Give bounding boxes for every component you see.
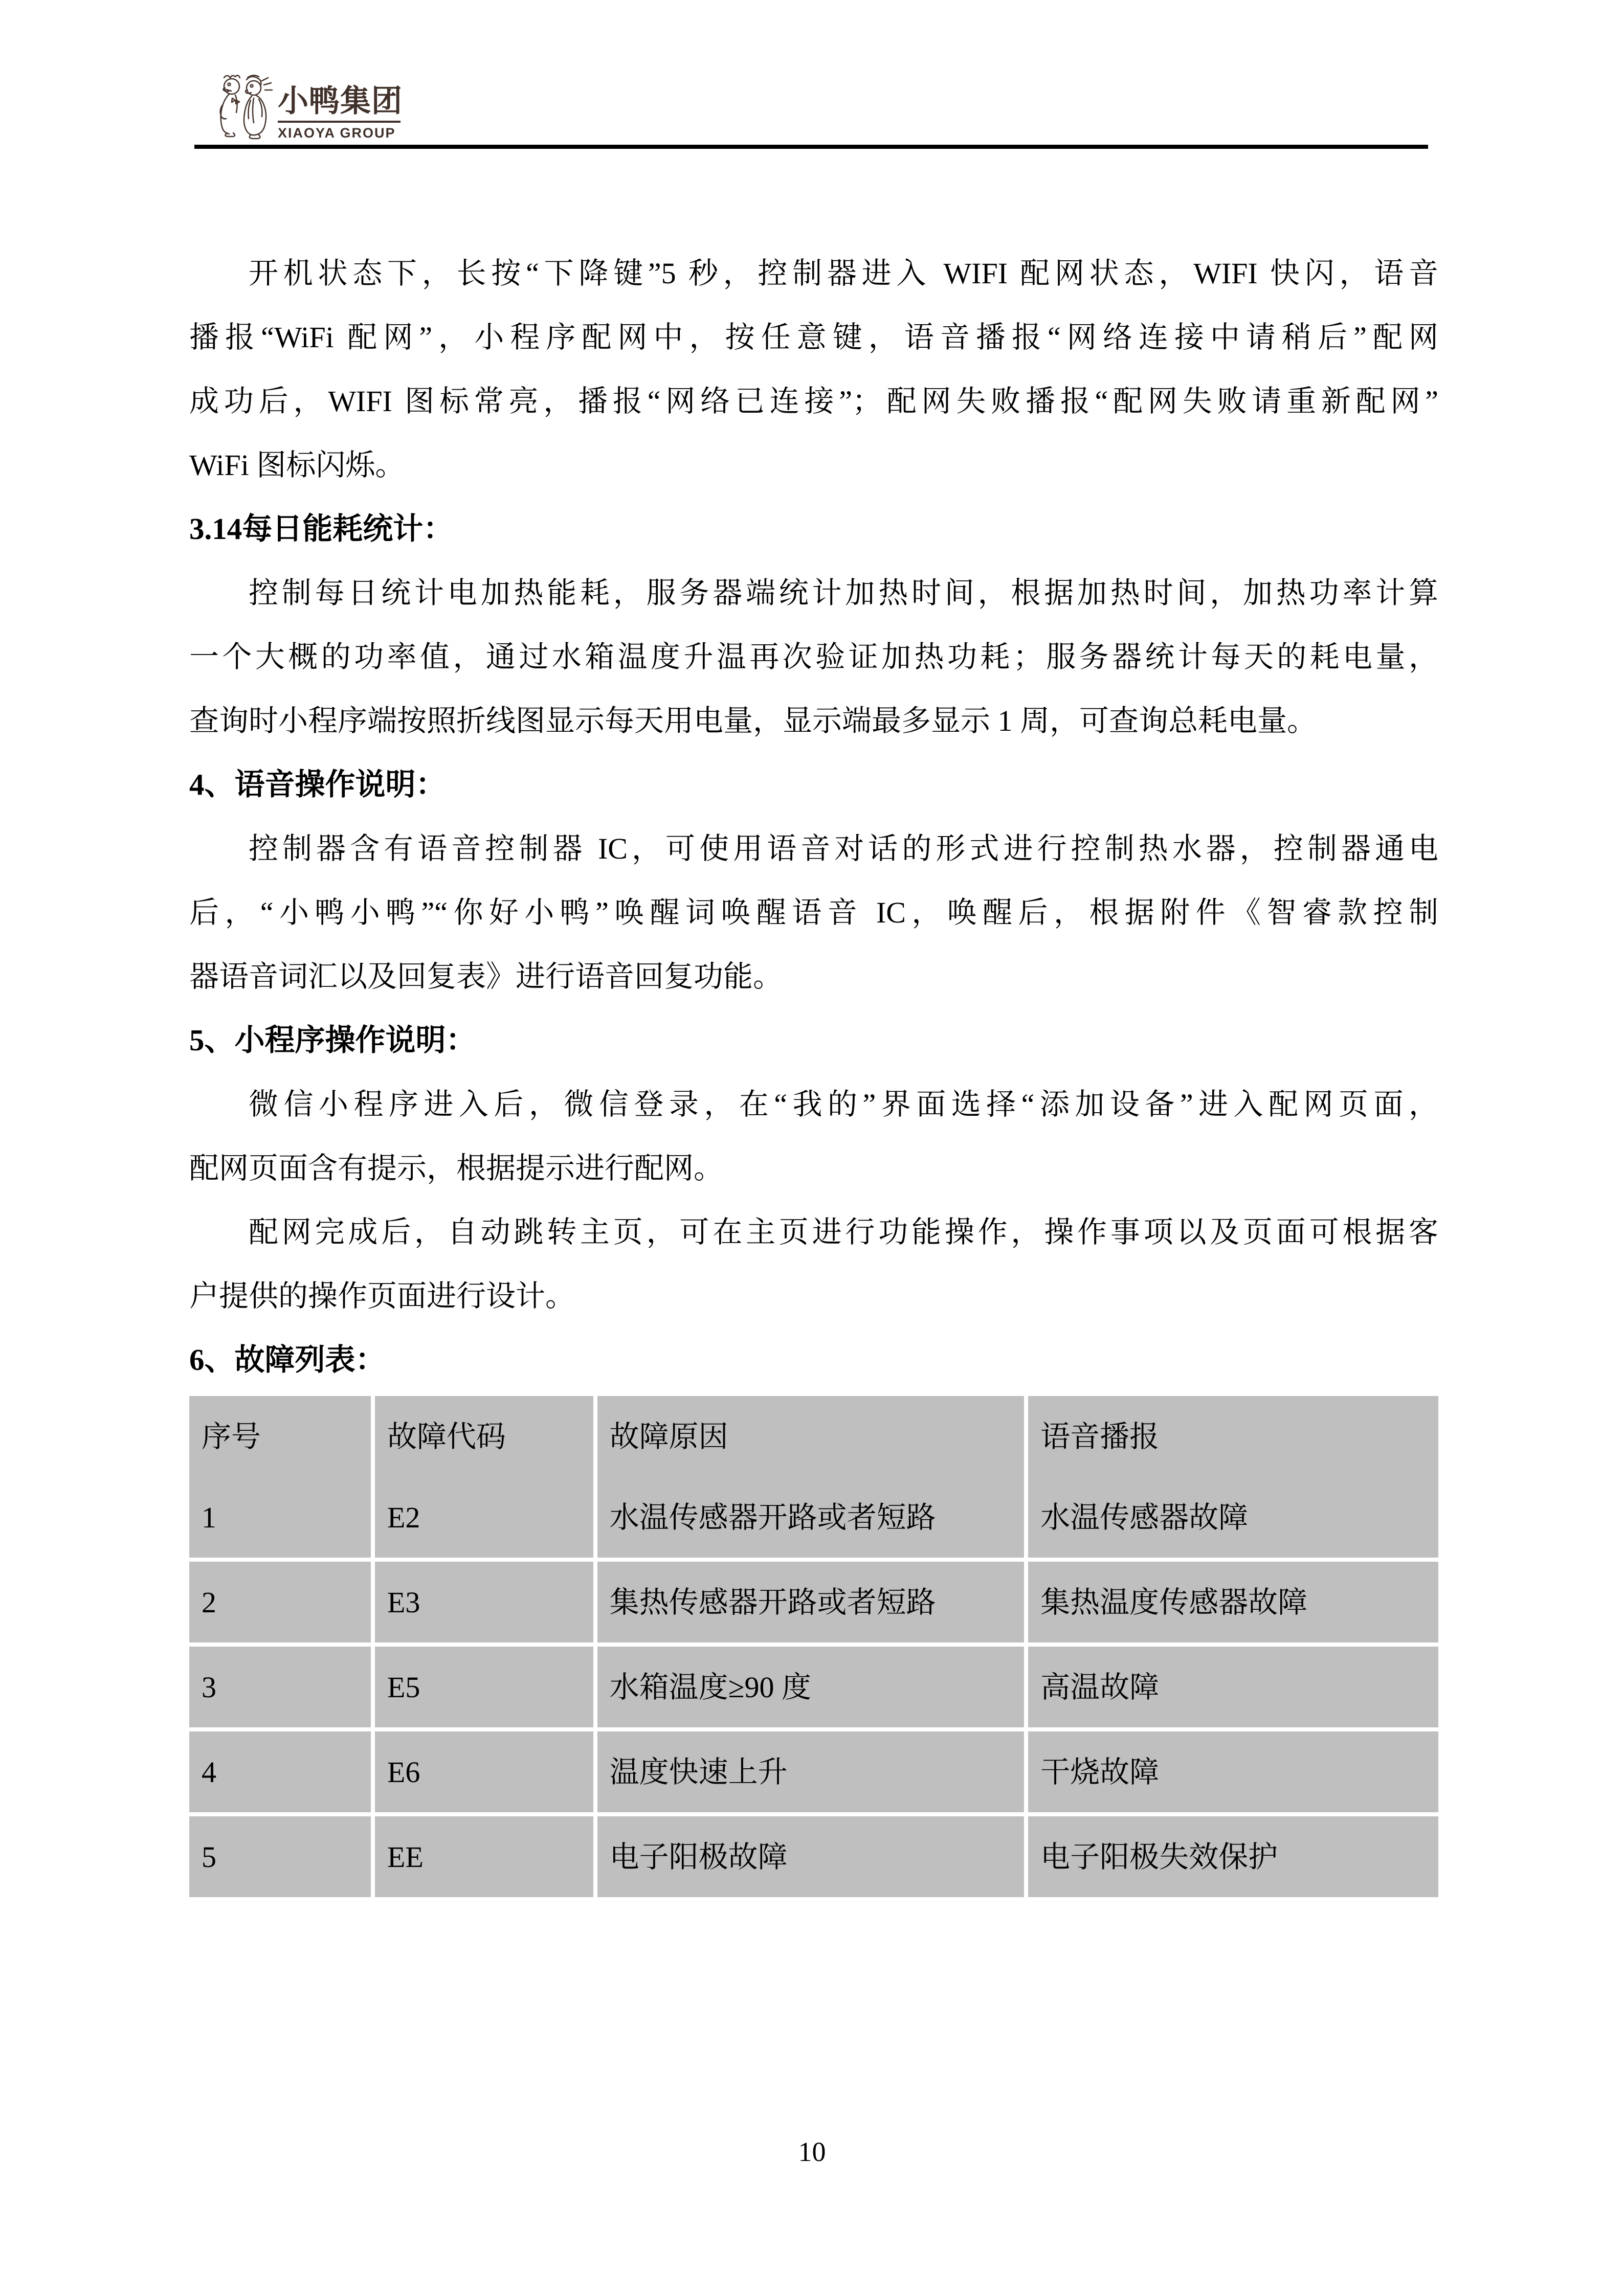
- table-row: [189, 1477, 1438, 1560]
- table-header-cell: 故障原因: [595, 1396, 1026, 1477]
- text-line: 控制每日统计电加热能耗，服务器端统计加热时间，根据加热时间，加热功率计算: [249, 576, 1438, 610]
- text-line: 控制器含有语音控制器 IC，可使用语音对话的形式进行控制热水器，控制器通电: [249, 832, 1438, 865]
- section-heading-5: 5、小程序操作说明：: [189, 1023, 476, 1057]
- xiaoya-ducks-logo-icon: [215, 73, 277, 140]
- text-line: 微信小程序进入后，微信登录，在“我的”界面选择“添加设备”进入配网页面，: [249, 1088, 1438, 1121]
- paragraph-miniprogram-homepage: [189, 1200, 1438, 1328]
- paragraph-voice-operation: [189, 817, 1438, 1008]
- text-line: 开机状态下，长按“下降键”5 秒，控制器进入 WIFI 配网状态，WIFI 快闪，语音: [249, 257, 1438, 290]
- text-line: 查询时小程序端按照折线图显示每天用电量，显示端最多显示 1 周，可查询总耗电量。: [189, 704, 1317, 737]
- table-header-cell: 故障代码: [373, 1396, 595, 1477]
- brand-name-cn: 小鸭集团: [278, 84, 403, 118]
- table-row: [189, 1645, 1438, 1729]
- paragraph-wifi-pairing: [189, 241, 1438, 497]
- section-heading-3-14: 3.14每日能耗统计：: [189, 512, 454, 546]
- table-cell: 温度快速上升: [595, 1729, 1026, 1814]
- table-cell: 高温故障: [1026, 1645, 1438, 1729]
- table-header-row: [189, 1396, 1438, 1477]
- table-header-cell: 序号: [189, 1396, 373, 1477]
- text-line: 户提供的操作页面进行设计。: [189, 1279, 575, 1313]
- text-line: 成功后，WIFI 图标常亮，播报“网络已连接”；配网失败播报“配网失败请重新配网”: [189, 385, 1438, 418]
- section-heading-4: 4、语音操作说明：: [189, 768, 446, 801]
- table-cell: 2: [189, 1560, 373, 1645]
- text-line: 播报“WiFi 配网”，小程序配网中，按任意键，语音播报“网络连接中请稍后”配网: [189, 321, 1438, 354]
- table-cell: 3: [189, 1645, 373, 1729]
- table-cell: EE: [373, 1814, 595, 1897]
- fault-table-rows: [189, 1477, 1438, 1897]
- table-cell: 水温传感器故障: [1026, 1477, 1438, 1560]
- table-cell: E5: [373, 1645, 595, 1729]
- paragraph-energy-statistics: [189, 561, 1438, 753]
- fault-table: [189, 1396, 1438, 1897]
- header-logo: [278, 86, 431, 140]
- table-cell: E6: [373, 1729, 595, 1814]
- document-body: [189, 241, 1438, 1897]
- table-cell: 4: [189, 1729, 373, 1814]
- table-row: [189, 1560, 1438, 1645]
- table-cell: 水温传感器开路或者短路: [595, 1477, 1026, 1560]
- section-heading-6: 6、故障列表：: [189, 1343, 386, 1377]
- text-line: WiFi 图标闪烁。: [189, 448, 405, 482]
- brand-underline: [278, 121, 401, 123]
- text-line: 配网页面含有提示，根据提示进行配网。: [189, 1152, 724, 1185]
- table-cell: E3: [373, 1560, 595, 1645]
- page-number: 10: [798, 2136, 826, 2167]
- text-line: 后，“小鸭小鸭”“你好小鸭”唤醒词唤醒语音 IC，唤醒后，根据附件《智睿款控制: [189, 896, 1438, 929]
- table-cell: 5: [189, 1814, 373, 1897]
- brand-name-en: XIAOYA GROUP: [278, 125, 396, 141]
- text-line: 器语音词汇以及回复表》进行语音回复功能。: [189, 960, 783, 993]
- table-cell: 1: [189, 1477, 373, 1560]
- text-line: 一个大概的功率值，通过水箱温度升温再次验证加热功耗；服务器统计每天的耗电量，: [189, 640, 1438, 673]
- paragraph-miniprogram-login: [189, 1072, 1438, 1200]
- table-row: [189, 1729, 1438, 1814]
- table-cell: 集热传感器开路或者短路: [595, 1560, 1026, 1645]
- table-header-cell: 语音播报: [1026, 1396, 1438, 1477]
- table-row: [189, 1814, 1438, 1897]
- header-rule: [194, 145, 1428, 149]
- table-cell: E2: [373, 1477, 595, 1560]
- table-cell: 集热温度传感器故障: [1026, 1560, 1438, 1645]
- table-cell: 电子阳极失效保护: [1026, 1814, 1438, 1897]
- text-line: 配网完成后，自动跳转主页，可在主页进行功能操作，操作事项以及页面可根据客: [249, 1215, 1438, 1249]
- fault-table-body: [189, 1396, 1438, 1477]
- table-cell: 干烧故障: [1026, 1729, 1438, 1814]
- table-cell: 水箱温度≥90 度: [595, 1645, 1026, 1729]
- table-cell: 电子阳极故障: [595, 1814, 1026, 1897]
